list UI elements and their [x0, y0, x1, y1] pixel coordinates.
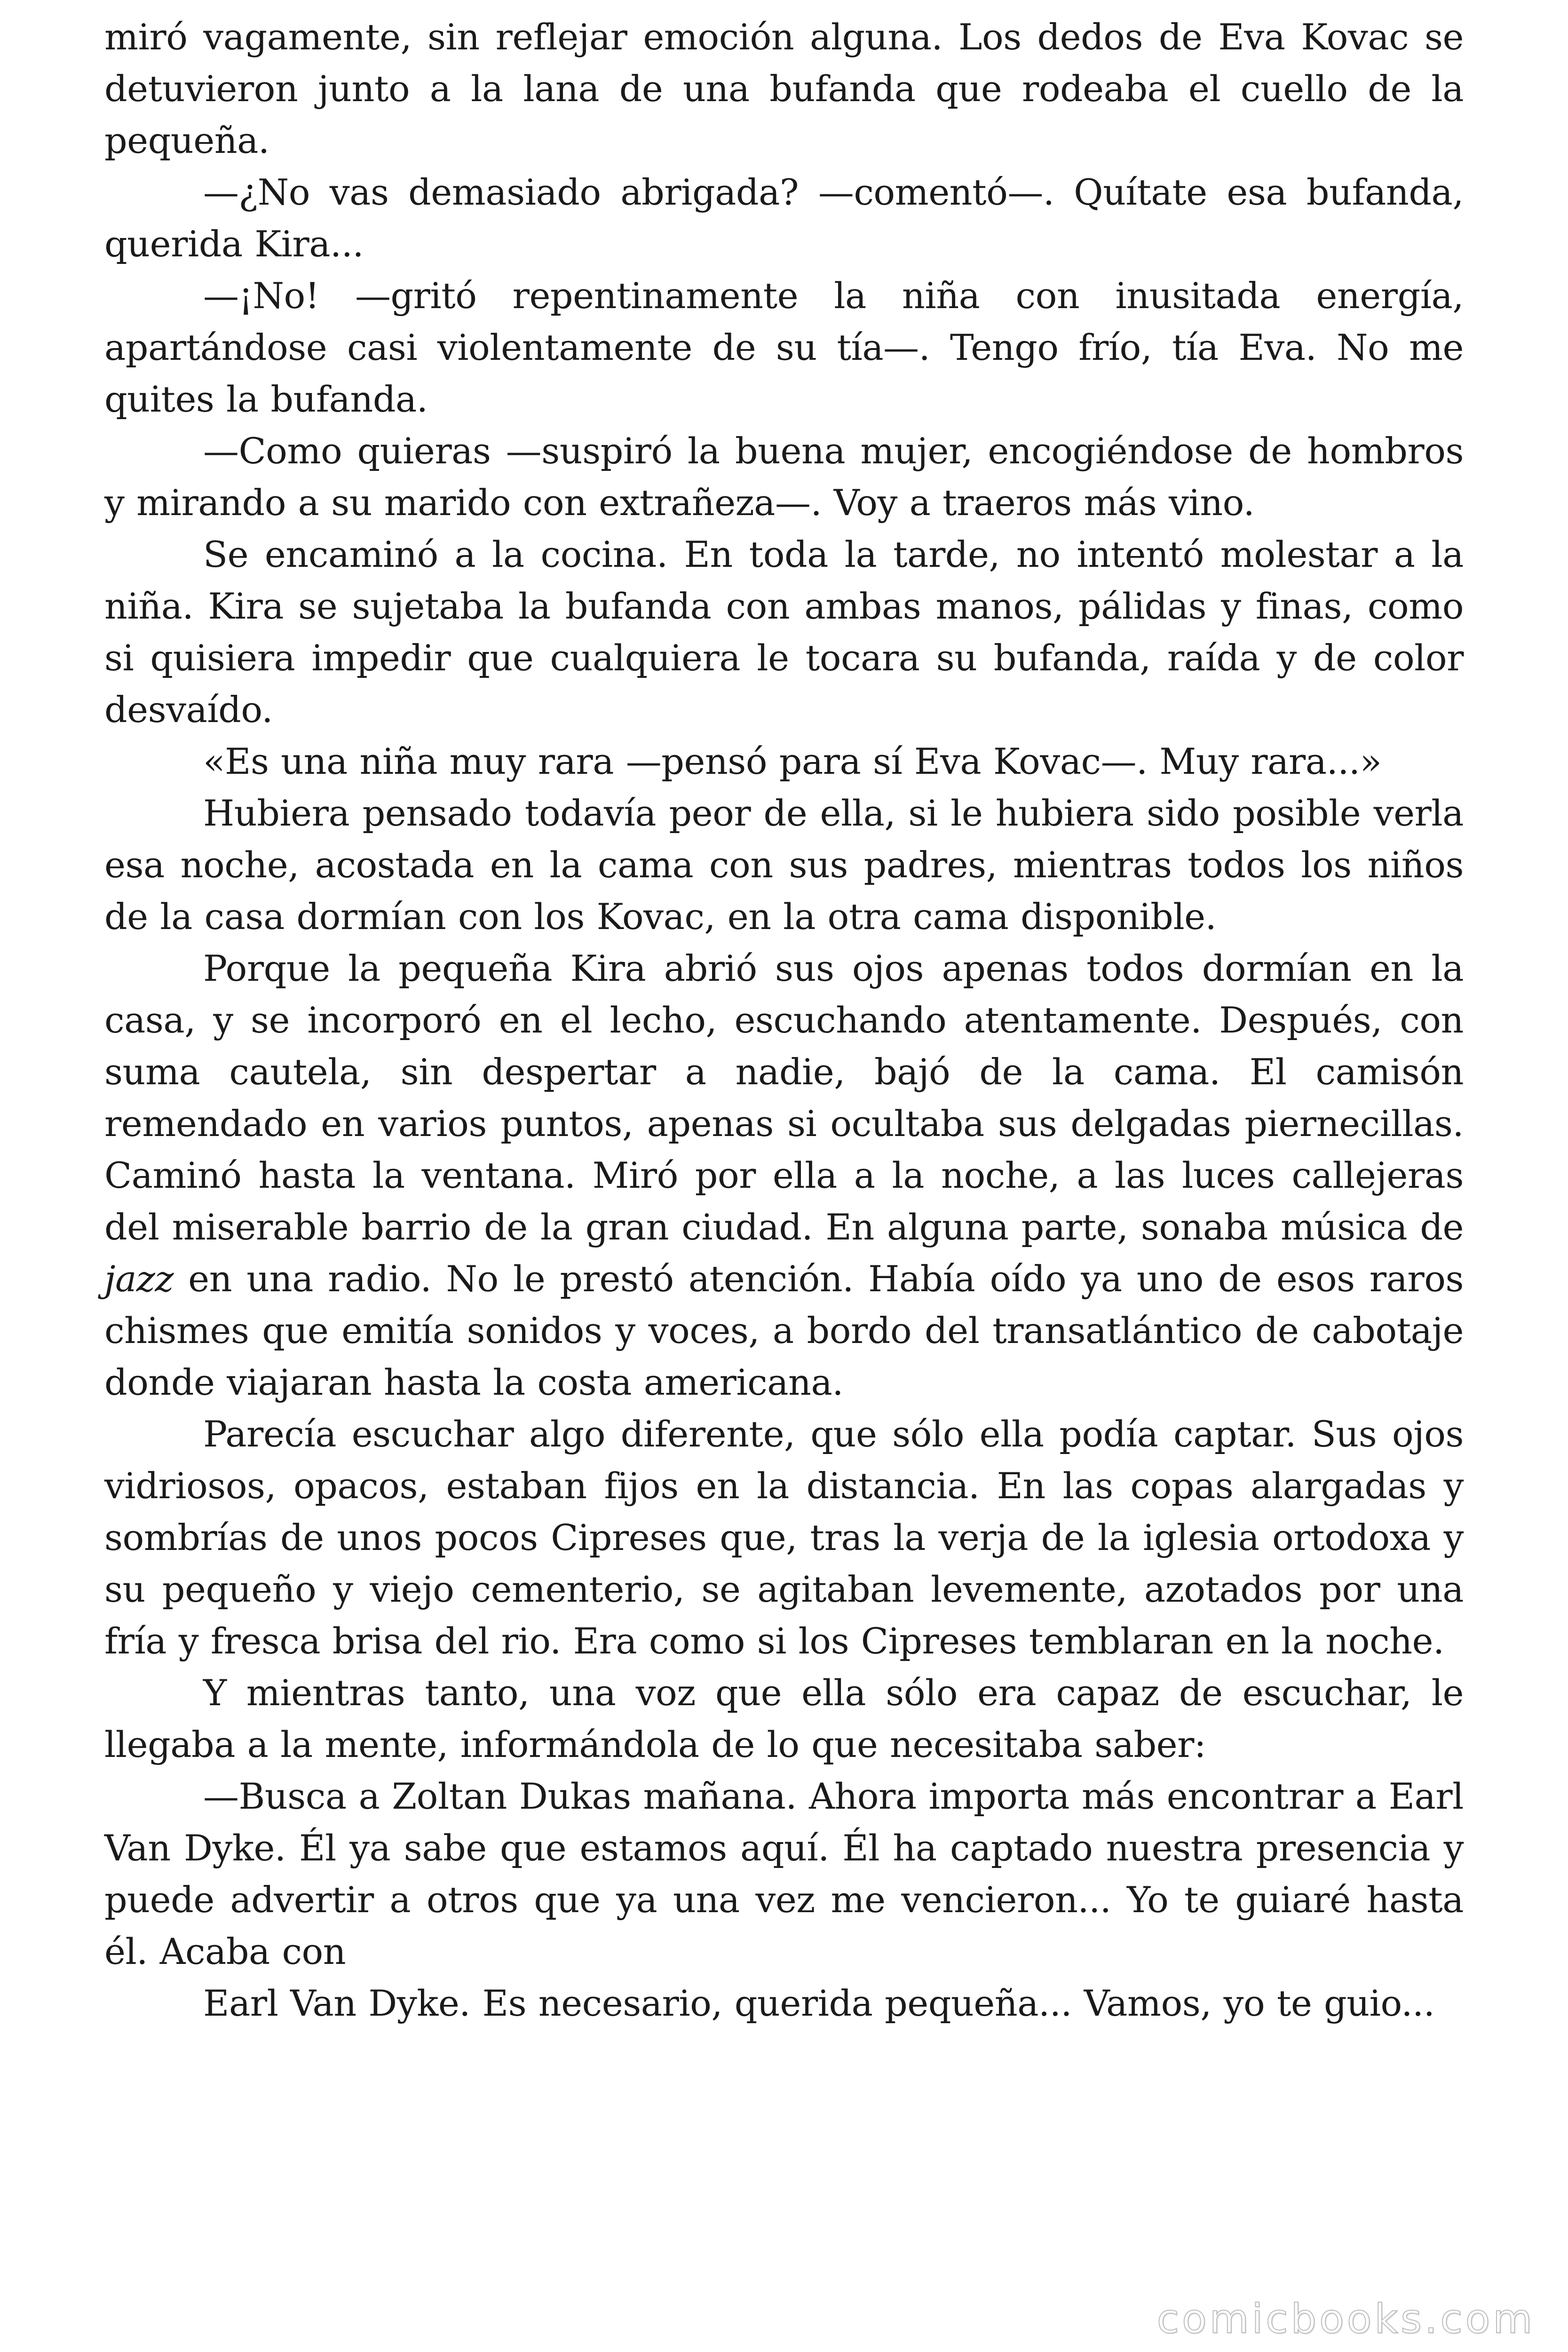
text-run: —Busca a Zoltan Dukas mañana. Ahora importa más encontrar a Earl Van Dyke. Él ya sabe que estamos aquí. Él ha captado nuestra presencia y puede advertir a otros que ya una vez me vencieron... Yo te guiaré hasta él. Acaba con: [104, 1775, 1464, 1972]
text-run: Hubiera pensado todavía peor de ella, si le hubiera sido posible verla esa noche, acostada en la cama con sus padres, mientras todos los niños de la casa dormían con los Kovac, en la otra cama disponible.: [104, 792, 1464, 938]
paragraph: [104, 787, 1464, 943]
text-run: Earl Van Dyke. Es necesario, querida pequeña... Vamos, yo te guio...: [203, 1982, 1435, 2024]
text-run: «Es una niña muy rara —pensó para sí Eva Kovac—. Muy rara...»: [203, 740, 1382, 782]
paragraph: [104, 1771, 1464, 1978]
paragraph: [104, 1408, 1464, 1667]
watermark: comicbooks.com: [1156, 2296, 1535, 2343]
book-page: [104, 11, 1464, 2029]
paragraph: [104, 1978, 1464, 2029]
paragraph: [104, 529, 1464, 736]
page-text: [104, 11, 1464, 2029]
text-run: —¡No! —gritó repentinamente la niña con inusitada energía, apartándose casi violentamente de su tía—. Tengo frío, tía Eva. No me quites la bufanda.: [104, 275, 1464, 420]
paragraph: [104, 943, 1464, 1408]
text-run: Se encaminó a la cocina. En toda la tarde, no intentó molestar a la niña. Kira se sujetaba la bufanda con ambas manos, pálidas y finas, como si quisiera impedir que cualquiera le tocara su bufanda, raída y de color desvaído.: [104, 533, 1464, 731]
text-run: Y mientras tanto, una voz que ella sólo era capaz de escuchar, le llegaba a la mente, informándola de lo que necesitaba saber:: [104, 1672, 1464, 1765]
paragraph: [104, 270, 1464, 425]
paragraph: [104, 1667, 1464, 1771]
text-run: miró vagamente, sin reflejar emoción alguna. Los dedos de Eva Kovac se detuvieron junto a la lana de una bufanda que rodeaba el cuello de la pequeña.: [104, 16, 1464, 161]
text-run: —¿No vas demasiado abrigada? —comentó—. Quítate esa bufanda, querida Kira...: [104, 171, 1464, 265]
italic-text: jazz: [104, 1258, 174, 1300]
paragraph: [104, 11, 1464, 167]
paragraph: [104, 736, 1464, 787]
text-run: Porque la pequeña Kira abrió sus ojos apenas todos dormían en la casa, y se incorporó en el lecho, escuchando atentamente. Después, con suma cautela, sin despertar a nadie, bajó de la cama. El camisón remendado en varios puntos, apenas si ocultaba sus delgadas piernecillas. Caminó hasta la ventana. Miró por ella a la noche, a las luces callejeras del miserable barrio de la gran ciudad. En alguna parte, sonaba música de: [104, 947, 1464, 1248]
text-run: —Como quieras —suspiró la buena mujer, encogiéndose de hombros y mirando a su marido con extrañeza—. Voy a traeros más vino.: [104, 430, 1464, 524]
paragraph: [104, 167, 1464, 270]
text-run: Parecía escuchar algo diferente, que sólo ella podía captar. Sus ojos vidriosos, opacos, estaban fijos en la distancia. En las copas alargadas y sombrías de unos pocos Cipreses que, tras la verja de la iglesia ortodoxa y su pequeño y viejo cementerio, se agitaban levemente, azotados por una fría y fresca brisa del rio. Era como si los Cipreses temblaran en la noche.: [104, 1413, 1464, 1662]
text-run: en una radio. No le prestó atención. Había oído ya uno de esos raros chismes que emitía sonidos y voces, a bordo del transatlántico de cabotaje donde viajaran hasta la costa americana.: [104, 1258, 1464, 1403]
paragraph: [104, 425, 1464, 529]
